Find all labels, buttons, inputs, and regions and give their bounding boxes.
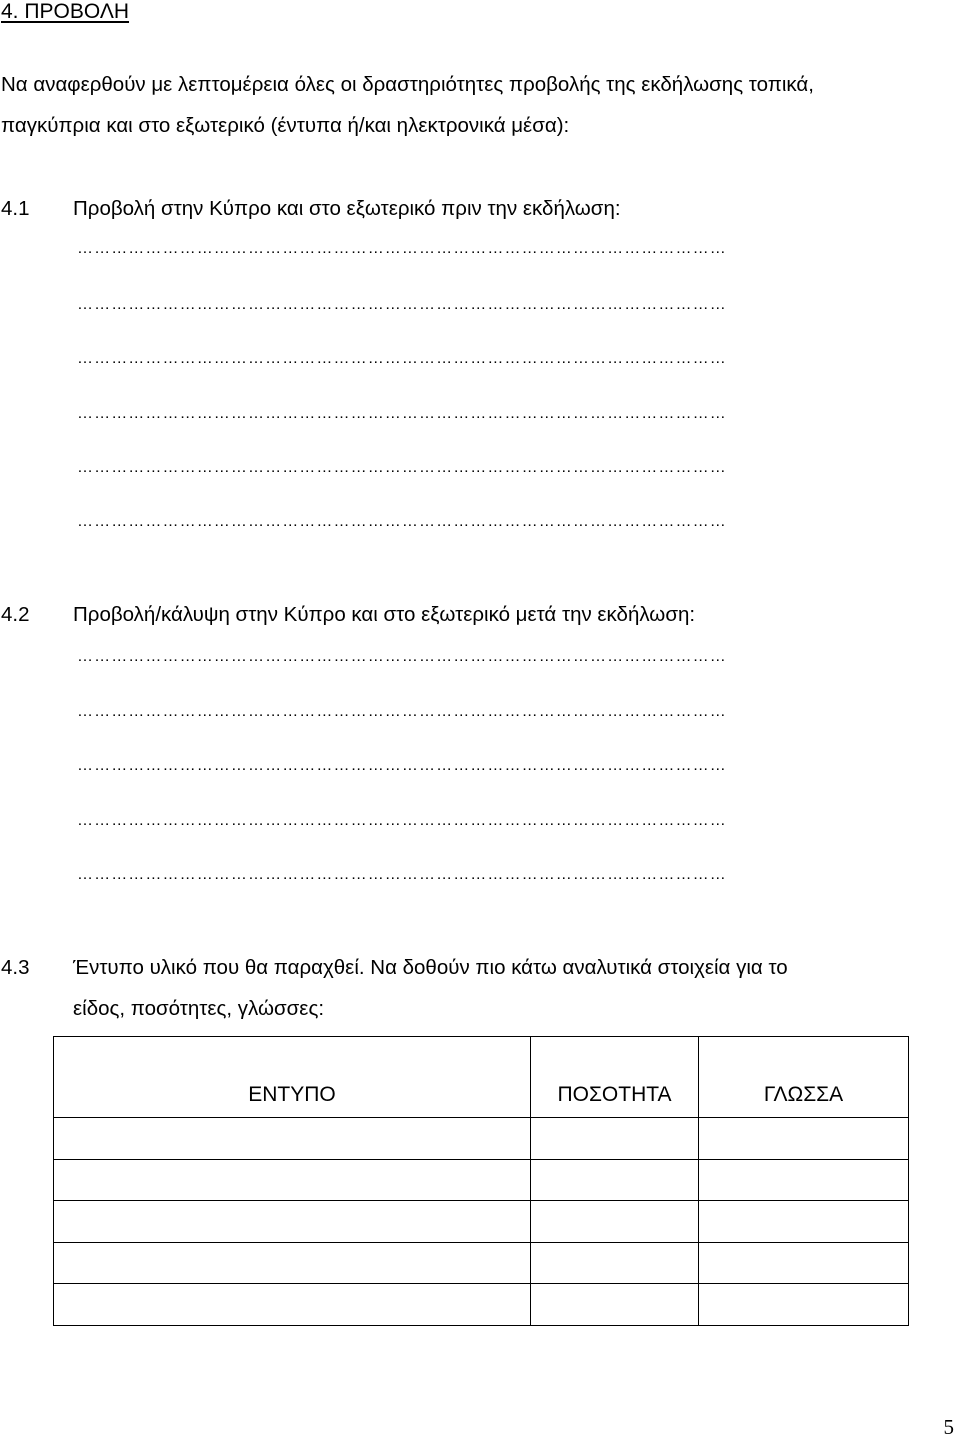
intro-text-line-1: Να αναφερθούν με λεπτομέρεια όλες οι δραστηριότητες προβολής της εκδήλωσης τοπικά, (1, 73, 814, 96)
table-cell-item[interactable] (54, 1201, 531, 1243)
answer-line-4-2-5[interactable]: …………………………………………………………………………………………………… (77, 866, 727, 883)
answer-line-4-1-2[interactable]: …………………………………………………………………………………………………… (77, 296, 727, 313)
table-cell-quantity[interactable] (531, 1284, 699, 1326)
table-cell-quantity[interactable] (531, 1159, 699, 1201)
table-cell-quantity[interactable] (531, 1201, 699, 1243)
table-cell-item[interactable] (54, 1159, 531, 1201)
table-cell-item[interactable] (54, 1118, 531, 1160)
page-number: 5 (943, 1415, 954, 1439)
table-row (54, 1242, 909, 1284)
answer-line-4-1-1[interactable]: …………………………………………………………………………………………………… (77, 240, 727, 257)
answer-line-4-2-3[interactable]: …………………………………………………………………………………………………… (77, 757, 727, 774)
table-cell-language[interactable] (699, 1118, 909, 1160)
intro-text-line-2: παγκύπρια και στο εξωτερικό (έντυπα ή/και ηλεκτρονικά μέσα): (1, 114, 570, 137)
table-row (54, 1201, 909, 1243)
table-cell-item[interactable] (54, 1242, 531, 1284)
answer-line-4-2-2[interactable]: …………………………………………………………………………………………………… (77, 703, 727, 720)
header-quantity: ΠΟΣΟΤΗΤΑ (531, 1037, 699, 1118)
section-4-3-title-line-1: Έντυπο υλικό που θα παραχθεί. Να δοθούν πιο κάτω αναλυτικά στοιχεία για το (73, 956, 788, 979)
section-4-3-number: 4.3 (1, 956, 30, 979)
section-4-1-number: 4.1 (1, 197, 30, 220)
table-cell-language[interactable] (699, 1201, 909, 1243)
answer-line-4-1-5[interactable]: …………………………………………………………………………………………………… (77, 459, 727, 476)
answer-line-4-2-4[interactable]: …………………………………………………………………………………………………… (77, 812, 727, 829)
table-cell-quantity[interactable] (531, 1118, 699, 1160)
table-cell-quantity[interactable] (531, 1242, 699, 1284)
printed-material-table (53, 1036, 909, 1326)
table-row (54, 1118, 909, 1160)
section-heading: 4. ΠΡΟΒΟΛΗ (1, 0, 130, 23)
header-language: ΓΛΩΣΣΑ (699, 1037, 909, 1118)
answer-line-4-1-3[interactable]: …………………………………………………………………………………………………… (77, 350, 727, 367)
table-row (54, 1159, 909, 1201)
table-cell-item[interactable] (54, 1284, 531, 1326)
section-4-2-title: Προβολή/κάλυψη στην Κύπρο και στο εξωτερικό μετά την εκδήλωση: (73, 603, 696, 626)
answer-line-4-2-1[interactable]: …………………………………………………………………………………………………… (77, 648, 727, 665)
answer-line-4-1-4[interactable]: …………………………………………………………………………………………………… (77, 405, 727, 422)
section-4-2-number: 4.2 (1, 603, 30, 626)
section-4-1-title: Προβολή στην Κύπρο και στο εξωτερικό πριν την εκδήλωση: (73, 197, 621, 220)
section-4-3-title-line-2: είδος, ποσότητες, γλώσσες: (73, 997, 325, 1020)
table-cell-language[interactable] (699, 1284, 909, 1326)
table-cell-language[interactable] (699, 1242, 909, 1284)
header-printed-item: ΕΝΤΥΠΟ (54, 1037, 531, 1118)
table-row (54, 1284, 909, 1326)
answer-line-4-1-6[interactable]: …………………………………………………………………………………………………… (77, 513, 727, 530)
table-header-row (54, 1037, 909, 1118)
table-cell-language[interactable] (699, 1159, 909, 1201)
